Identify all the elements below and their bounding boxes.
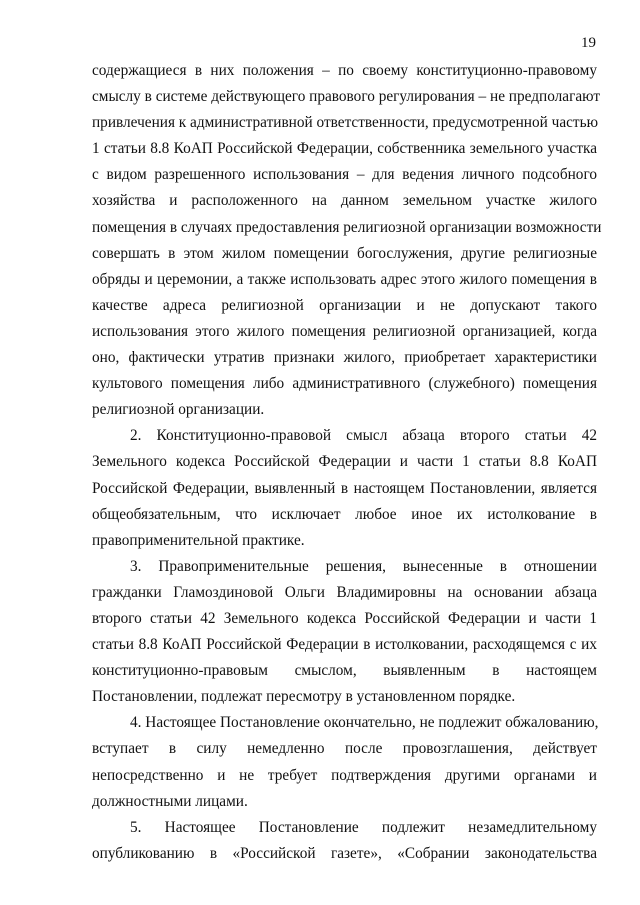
paragraph-item-4 (92, 710, 597, 814)
text-line: Российской Федерации, выявленный в настоящем Постановлении, является (92, 479, 597, 497)
paragraph-item-3 (92, 554, 597, 711)
text-line: статьи 8.8 КоАП Российской Федерации в истолковании, расходящемся с их (92, 636, 597, 654)
text-line: смыслу в системе действующего правового регулирования – не предполагают (92, 88, 601, 106)
text-line: должностными лицами. (92, 792, 248, 810)
text-line: 5. Настоящее Постановление подлежит незамедлительному (130, 818, 597, 836)
text-line: общеобязательным, что исключает любое иное их истолкование в (92, 505, 597, 523)
text-line: совершать в этом жилом помещении богослужения, другие религиозные (92, 244, 597, 262)
text-line: Постановлении, подлежат пересмотру в установленном порядке. (92, 688, 516, 706)
text-line: религиозной организации. (92, 401, 265, 419)
text-line: хозяйства и расположенного на данном земельном участке жилого (92, 192, 597, 210)
text-line: оно, фактически утратив признаки жилого, приобретает характеристики (92, 349, 597, 367)
text-line: обряды и церемонии, а также использовать адрес этого жилого помещения в (92, 270, 597, 288)
paragraph-item-2 (92, 423, 597, 553)
text-line: опубликованию в «Российской газете», «Собрании законодательства (92, 844, 597, 862)
text-line: содержащиеся в них положения – по своему конституционно-правовому (92, 62, 597, 79)
text-line: 2. Конституционно-правовой смысл абзаца второго статьи 42 (130, 427, 597, 445)
text-line: использования этого жилого помещения религиозной организацией, когда (92, 322, 597, 340)
text-line: привлечения к административной ответственности, предусмотренной частью (92, 114, 599, 132)
page-number: 19 (581, 35, 596, 51)
paragraph-continuation (92, 58, 602, 423)
paragraph-item-5 (92, 815, 597, 867)
text-line: помещения в случаях предоставления религиозной организации возможности (92, 218, 602, 236)
text-line: с видом разрешенного использования – для ведения личного подсобного (92, 166, 597, 184)
text-line: культового помещения либо административного (служебного) помещения (92, 375, 597, 393)
text-line: второго статьи 42 Земельного кодекса Российской Федерации и части 1 (92, 609, 597, 627)
text-line: правоприменительной практике. (92, 531, 305, 549)
document-body (92, 58, 602, 867)
text-line: непосредственно и не требует подтверждения другими органами и (92, 766, 597, 784)
text-line: гражданки Гламоздиновой Ольги Владимировны на основании абзаца (92, 583, 597, 601)
text-line: 4. Настоящее Постановление окончательно, не подлежит обжалованию, (130, 714, 599, 732)
text-line: конституционно-правовым смыслом, выявленным в настоящем (92, 662, 597, 680)
text-line: качестве адреса религиозной организации и не допускают такого (92, 296, 597, 314)
text-line: 3. Правоприменительные решения, вынесенные в отношении (130, 557, 597, 575)
text-line: вступает в силу немедленно после провозглашения, действует (92, 740, 597, 758)
text-line: 1 статьи 8.8 КоАП Российской Федерации, собственника земельного участка (92, 140, 597, 158)
text-line: Земельного кодекса Российской Федерации и части 1 статьи 8.8 КоАП (92, 453, 597, 471)
